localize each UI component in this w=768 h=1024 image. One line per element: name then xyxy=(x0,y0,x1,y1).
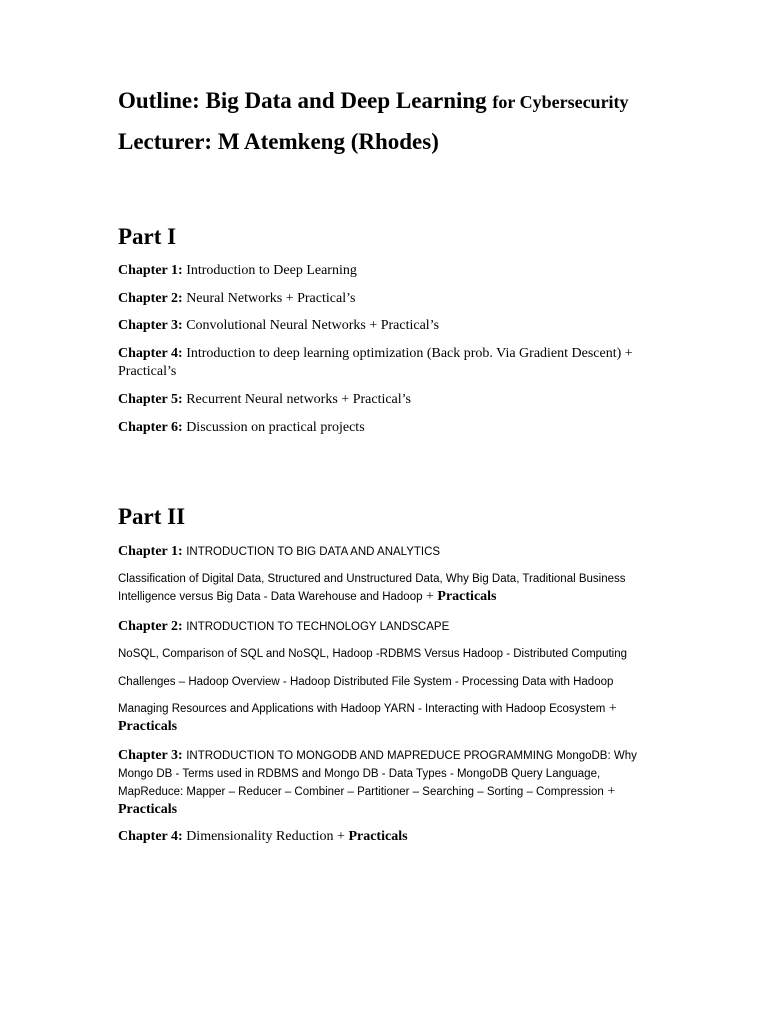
part1-chapter-5 xyxy=(118,391,648,409)
chapter-label: Chapter 1: xyxy=(118,263,183,278)
chapter-label: Chapter 1: xyxy=(118,544,183,559)
outline-title xyxy=(118,88,629,114)
part1-chapter-6 xyxy=(118,419,648,437)
chapter-title: INTRODUCTION TO BIG DATA AND ANALYTICS xyxy=(186,546,441,558)
chapter-desc: NoSQL, Comparison of SQL and NoSQL, Hadoop -RDBMS Versus Hadoop - Distributed Computing xyxy=(118,648,628,660)
practicals-label: Practicals xyxy=(348,829,408,844)
chapter-text: Introduction to Deep Learning xyxy=(186,263,357,278)
chapter-label: Chapter 2: xyxy=(118,619,183,634)
part2-chapter-4 xyxy=(118,828,648,846)
chapter-text: Convolutional Neural Networks + Practical’s xyxy=(186,318,440,333)
practicals-label: Practicals xyxy=(118,802,178,817)
chapter-label: Chapter 3: xyxy=(118,748,183,763)
chapter-desc: INTRODUCTION TO MONGODB AND MAPREDUCE PROGRAMMING MongoDB: Why Mongo DB - Terms used in RDBMS and Mongo DB - Data Types - MongoDB Query Language, MapReduce: Mapper – Reducer – Combiner – Partitioner – Searching – Sorting – Compression xyxy=(118,750,637,798)
practicals-label: Practicals xyxy=(437,589,497,604)
outline-title-suffix: for Cybersecurity xyxy=(492,92,629,112)
part2-chapter-1-desc xyxy=(118,570,648,606)
chapter-label: Chapter 3: xyxy=(118,318,183,333)
chapter-text: Recurrent Neural networks + Practical’s xyxy=(186,392,412,407)
plus-sign: + xyxy=(607,784,616,799)
lecturer-title: Lecturer: M Atemkeng (Rhodes) xyxy=(118,129,439,154)
chapter-label: Chapter 4: xyxy=(118,346,183,361)
part1-chapter-3 xyxy=(118,317,648,335)
plus-sign: + xyxy=(608,701,617,716)
chapter-text: Introduction to deep learning optimization (Back prob. Via Gradient Descent) + Practical’s xyxy=(118,346,633,379)
part-2-heading: Part II xyxy=(118,504,186,529)
chapter-label: Chapter 5: xyxy=(118,392,183,407)
chapter-label: Chapter 6: xyxy=(118,420,183,435)
practicals-label: Practicals xyxy=(118,719,178,734)
part2-chapter-3 xyxy=(118,747,648,819)
part1-chapter-4 xyxy=(118,345,648,381)
part2-chapter-1-heading xyxy=(118,543,648,561)
outline-title-main: Outline: Big Data and Deep Learning xyxy=(118,88,487,113)
part-1-heading: Part I xyxy=(118,224,177,249)
chapter-desc: Challenges – Hadoop Overview - Hadoop Distributed File System - Processing Data with Hadoop xyxy=(118,676,614,688)
chapter-label: Chapter 4: xyxy=(118,829,183,844)
chapter-desc: Managing Resources and Applications with Hadoop YARN - Interacting with Hadoop Ecosystem xyxy=(118,703,606,715)
part2-chapter-2-line-1 xyxy=(118,645,648,663)
chapter-title: INTRODUCTION TO TECHNOLOGY LANDSCAPE xyxy=(186,621,450,633)
plus-sign: + xyxy=(426,589,434,604)
chapter-label: Chapter 2: xyxy=(118,291,183,306)
part1-chapter-1 xyxy=(118,262,648,280)
chapter-text: Neural Networks + Practical’s xyxy=(186,291,356,306)
chapter-text: Dimensionality Reduction + xyxy=(186,829,345,844)
part2-chapter-2-line-3 xyxy=(118,700,648,736)
part2-chapter-2-heading xyxy=(118,618,648,636)
chapter-text: Discussion on practical projects xyxy=(186,420,365,435)
part1-chapter-2 xyxy=(118,290,648,308)
chapter-desc: Classification of Digital Data, Structured and Unstructured Data, Why Big Data, Traditional Business Intelligence versus Big Data - Data Warehouse and Hadoop xyxy=(118,573,626,603)
part2-chapter-2-line-2 xyxy=(118,673,648,691)
